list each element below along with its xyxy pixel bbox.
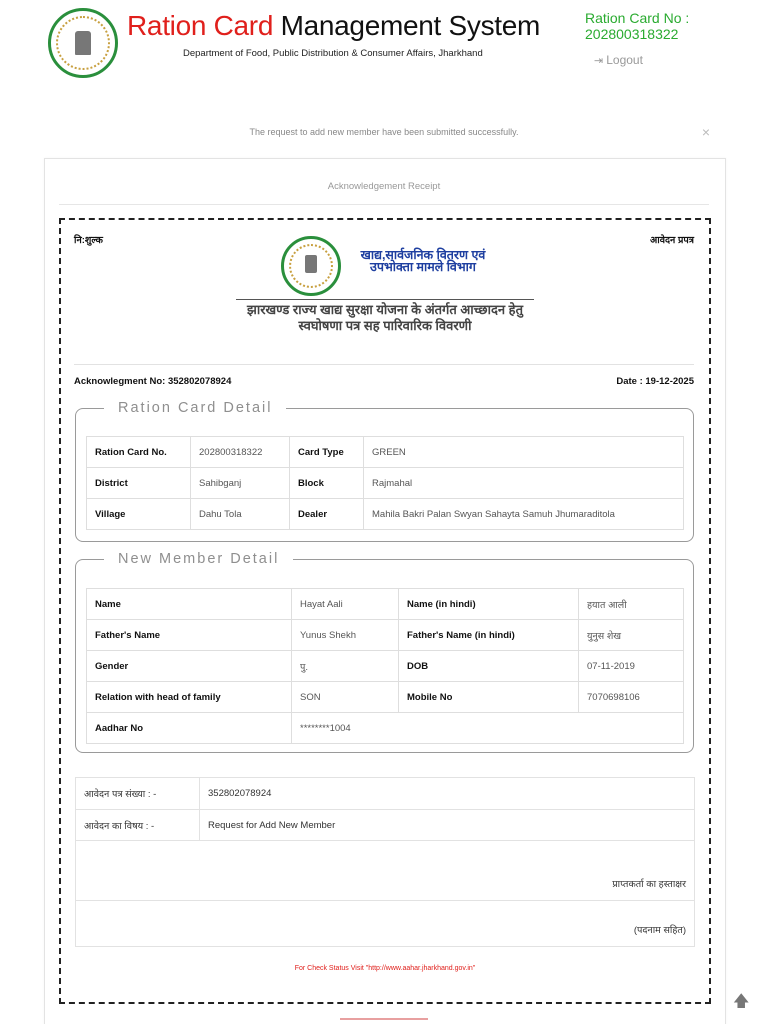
application-number-label: आवेदन पत्र संख्या : -: [76, 778, 200, 810]
table-cell-value: Dahu Tola: [191, 499, 290, 530]
table-row: [87, 468, 684, 499]
ration-card-detail-table: [86, 436, 684, 530]
app-title-black: Management System: [280, 10, 541, 41]
table-cell-label: District: [87, 468, 191, 499]
table-row: [87, 713, 684, 744]
aadhar-label: Aadhar No: [87, 713, 292, 744]
application-subject-label: आवेदन का विषय : -: [76, 810, 200, 841]
panel-title: Acknowledgement Receipt: [59, 177, 709, 205]
table-cell-label: DOB: [399, 651, 579, 682]
table-cell-value: 202800318322: [191, 437, 290, 468]
table-cell-label: Dealer: [290, 499, 364, 530]
acknowledgement-number: Acknowlegment No: 352802078924: [74, 376, 232, 387]
table-cell-label: Father's Name: [87, 620, 292, 651]
table-row: [87, 499, 684, 530]
designation-label: (पदनाम सहित): [76, 901, 695, 947]
table-row: [76, 901, 695, 947]
table-cell-value: Mahila Bakri Palan Swyan Sahayta Samuh Jhumaraditola: [364, 499, 684, 530]
application-subject-value: Request for Add New Member: [200, 810, 695, 841]
table-cell-value: Hayat Aali: [292, 589, 399, 620]
ration-card-number-display: [585, 10, 689, 42]
stamp-mark: [340, 1018, 428, 1024]
app-title-red: Ration Card: [127, 10, 274, 41]
table-row: [87, 437, 684, 468]
application-form-label: आवेदन प्रपत्र: [650, 235, 694, 246]
logout-icon: ⇥: [594, 55, 604, 67]
table-row: [76, 778, 695, 810]
app-header: [0, 0, 768, 80]
table-cell-value: पु.: [292, 651, 399, 682]
table-cell-value: Rajmahal: [364, 468, 684, 499]
department-name: खाद्य,सार्वजनिक वितरण एवं उपभोक्ता मामले विभाग: [360, 248, 486, 274]
table-row: [87, 620, 684, 651]
heading-divider: [236, 299, 534, 300]
alert-message: The request to add new member have been submitted successfully.: [249, 127, 519, 137]
logout-label: Logout: [606, 53, 643, 67]
table-cell-label: Card Type: [290, 437, 364, 468]
table-row: [76, 841, 695, 901]
acknowledgement-date: Date : 19-12-2025: [616, 376, 694, 387]
table-row: [87, 589, 684, 620]
aadhar-value: ********1004: [292, 713, 684, 744]
section-divider: [74, 364, 694, 365]
table-cell-value: युनुस शेख: [579, 620, 684, 651]
table-cell-label: Gender: [87, 651, 292, 682]
table-cell-value: हयात आली: [579, 589, 684, 620]
ration-card-detail-legend: Ration Card Detail: [118, 400, 273, 416]
table-cell-label: Block: [290, 468, 364, 499]
table-cell-value: Sahibganj: [191, 468, 290, 499]
state-emblem-icon: [48, 8, 118, 78]
status-check-note: For Check Status Visit "http://www.aahar.jharkhand.gov.in": [294, 965, 476, 972]
table-cell-label: Ration Card No.: [87, 437, 191, 468]
new-member-detail-table: [86, 588, 684, 744]
table-cell-value: 07-11-2019: [579, 651, 684, 682]
table-cell-label: Name (in hindi): [399, 589, 579, 620]
table-cell-value: GREEN: [364, 437, 684, 468]
table-row: [87, 682, 684, 713]
department-subtitle: Department of Food, Public Distribution & Consumer Affairs, Jharkhand: [183, 48, 483, 59]
alert-close-icon[interactable]: ×: [701, 124, 710, 140]
table-cell-label: Name: [87, 589, 292, 620]
table-cell-label: Village: [87, 499, 191, 530]
arrow-up-icon[interactable]: 🡅: [733, 993, 750, 1010]
table-cell-label: Mobile No: [399, 682, 579, 713]
application-number-value: 352802078924: [200, 778, 695, 810]
app-title: [127, 10, 540, 42]
table-cell-label: Relation with head of family: [87, 682, 292, 713]
table-cell-value: 7070698106: [579, 682, 684, 713]
department-logo-icon: [281, 236, 341, 296]
free-of-cost-label: नि:शुल्क: [74, 235, 103, 246]
logout-link[interactable]: [594, 53, 643, 67]
applicant-signature-label: प्राप्तकर्ता का हस्ताक्षर: [76, 841, 695, 901]
table-row: [76, 810, 695, 841]
table-row: [87, 651, 684, 682]
success-alert: [44, 120, 724, 144]
table-cell-value: SON: [292, 682, 399, 713]
table-cell-label: Father's Name (in hindi): [399, 620, 579, 651]
application-info-table: [75, 777, 695, 947]
new-member-detail-legend: New Member Detail: [118, 551, 280, 567]
table-cell-value: Yunus Shekh: [292, 620, 399, 651]
rc-number-value: 202800318322: [585, 26, 679, 42]
rc-number-label: Ration Card No :: [585, 10, 690, 26]
scheme-heading: झारखण्ड राज्य खाद्य सुरक्षा योजना के अंतर्गत आच्छादन हेतु स्वघोषणा पत्र सह पारिवारिक विवरणी: [247, 302, 523, 333]
